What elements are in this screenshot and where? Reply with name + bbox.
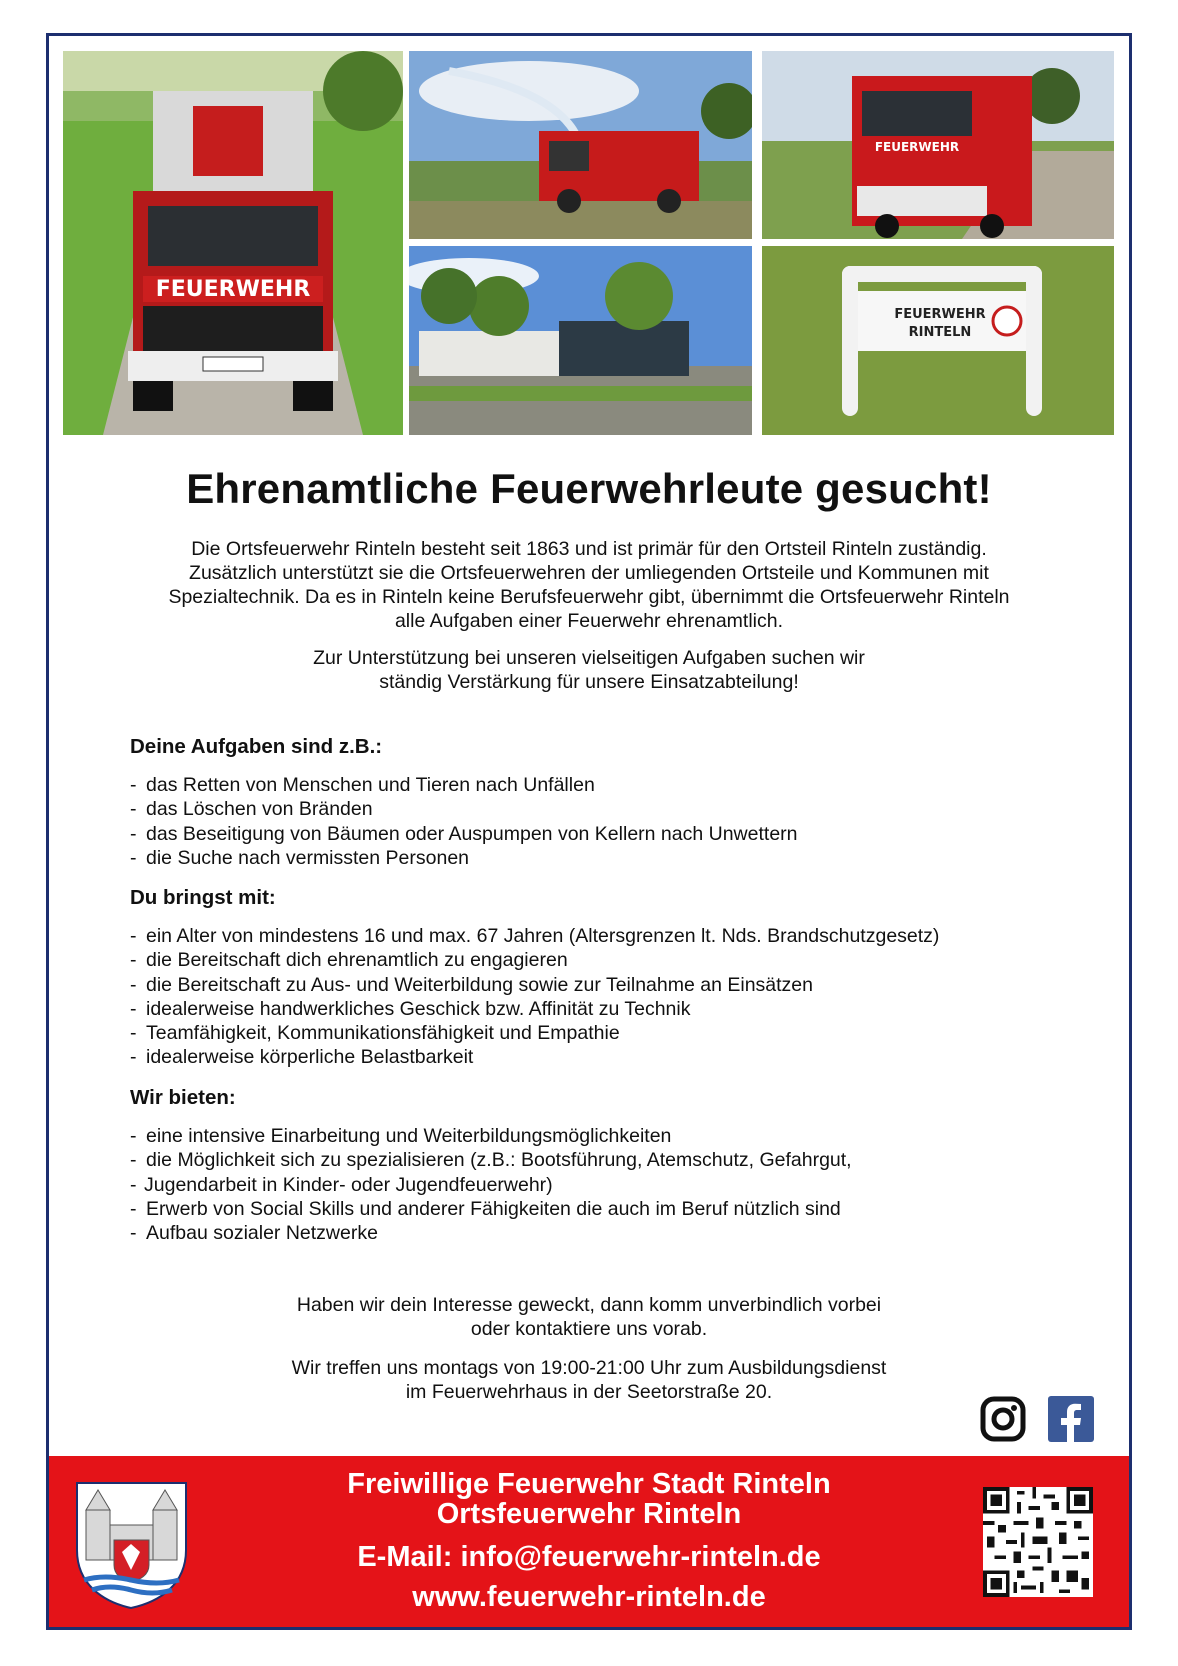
list-item: - ein Alter von mindestens 16 und max. 67 Jahren (Altersgrenzen lt. Nds. Brandschutzgesetz): [130, 924, 1090, 948]
list-item: - das Löschen von Bränden: [130, 797, 1090, 821]
photo-ladder-truck: [63, 51, 403, 435]
section-bringst: [130, 886, 1090, 1070]
truck-label: FEUERWEHR: [155, 277, 311, 302]
section-heading: Du bringst mit:: [130, 886, 276, 909]
list-item: - die Bereitschaft dich ehrenamtlich zu engagieren: [130, 948, 1090, 972]
sign-line1: FEUERWEHR: [894, 307, 986, 322]
footer-org-name: Freiwillige Feuerwehr Stadt Rinteln: [347, 1468, 831, 1500]
closing-line: Wir treffen uns montags von 19:00-21:00 Uhr zum Ausbildungsdienst: [291, 1357, 887, 1379]
list-item: - eine intensive Einarbeitung und Weiterbildungsmöglichkeiten: [130, 1124, 1090, 1148]
section-heading: Deine Aufgaben sind z.B.:: [130, 735, 383, 758]
truck2-label: FEUERWEHR: [874, 140, 960, 154]
intro-paragraph-2: [80, 646, 1098, 694]
list-item: - idealerweise handwerkliches Geschick bzw. Affinität zu Technik: [130, 997, 1090, 1021]
intro-line: Spezialtechnik. Da es in Rinteln keine Berufsfeuerwehr gibt, übernimmt die Ortsfeuerwehr Rinteln: [168, 586, 1010, 608]
list-item-continuation: - Jugendarbeit in Kinder- oder Jugendfeuerwehr): [130, 1173, 1090, 1197]
closing-paragraph-2: [180, 1356, 998, 1404]
intro-line: alle Aufgaben einer Feuerwehr ehrenamtlich.: [394, 610, 784, 632]
list-item: - Erwerb von Social Skills und anderer Fähigkeiten die auch im Beruf nützlich sind: [130, 1197, 1090, 1221]
intro-line: ständig Verstärkung für unsere Einsatzabteilung!: [379, 671, 799, 693]
intro-line: Zur Unterstützung bei unseren vielseitigen Aufgaben suchen wir: [313, 647, 865, 669]
closing-line: oder kontaktiere uns vorab.: [470, 1318, 708, 1340]
list-item: - die Möglichkeit sich zu spezialisieren (z.B.: Bootsführung, Atemschutz, Gefahrgut,: [130, 1148, 1090, 1172]
list-item: - die Bereitschaft zu Aus- und Weiterbildung sowie zur Teilnahme an Einsätzen: [130, 973, 1090, 997]
section-bieten: [130, 1086, 1090, 1245]
qr-code[interactable]: [983, 1487, 1093, 1597]
intro-paragraph-1: [80, 537, 1098, 633]
list-item: - Teamfähigkeit, Kommunikationsfähigkeit und Empathie: [130, 1021, 1090, 1045]
closing-line: Haben wir dein Interesse geweckt, dann komm unverbindlich vorbei: [296, 1294, 882, 1316]
photo-fire-truck: [762, 51, 1114, 239]
section-aufgaben: [130, 735, 1090, 870]
photo-sign: [762, 246, 1114, 435]
city-crest-logo: [74, 1480, 189, 1610]
sign-line2: RINTELN: [908, 325, 972, 340]
section-heading: Wir bieten:: [130, 1086, 236, 1109]
list-item: - das Beseitigung von Bäumen oder Auspumpen von Kellern nach Unwettern: [130, 822, 1090, 846]
footer-unit-name: Ortsfeuerwehr Rinteln: [436, 1498, 742, 1530]
list-item: - die Suche nach vermissten Personen: [130, 846, 1090, 870]
facebook-icon[interactable]: [1048, 1396, 1094, 1442]
footer-website[interactable]: www.feuerwehr-rinteln.de: [412, 1581, 766, 1613]
photo-fire-station: [409, 246, 752, 435]
intro-line: Die Ortsfeuerwehr Rinteln besteht seit 1863 und ist primär für den Ortsteil Rinteln zuständig.: [191, 538, 987, 560]
footer-email[interactable]: E-Mail: info@feuerwehr-rinteln.de: [357, 1541, 821, 1573]
page-title: Ehrenamtliche Feuerwehrleute gesucht!: [186, 465, 992, 512]
list-item: - idealerweise körperliche Belastbarkeit: [130, 1045, 1090, 1069]
list-item: - das Retten von Menschen und Tieren nach Unfällen: [130, 773, 1090, 797]
photo-water-spray: [409, 51, 752, 239]
list-item: - Aufbau sozialer Netzwerke: [130, 1221, 1090, 1245]
footer-banner: [49, 1456, 1129, 1627]
closing-paragraph-1: [180, 1293, 998, 1341]
instagram-icon[interactable]: [980, 1396, 1026, 1442]
closing-line: im Feuerwehrhaus in der Seetorstraße 20.: [405, 1381, 773, 1403]
intro-line: Zusätzlich unterstützt sie die Ortsfeuerwehren der umliegenden Ortsteile und Kommunen mit: [189, 562, 989, 584]
